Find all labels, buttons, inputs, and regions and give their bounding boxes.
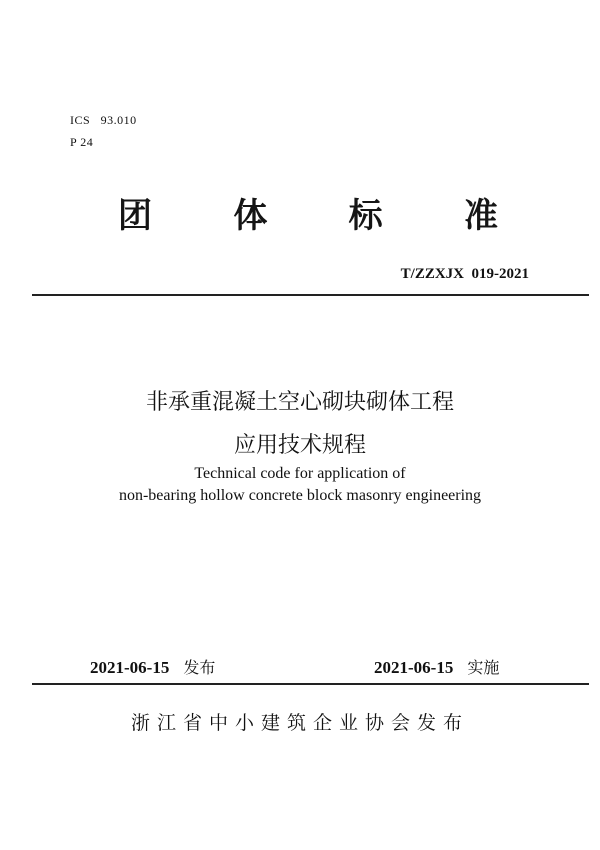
english-title-line-1: Technical code for application of <box>194 465 406 482</box>
title-char: 体 <box>233 196 268 236</box>
chinese-title-line-2: 应用技术规程 <box>233 433 366 458</box>
bottom-divider <box>32 683 589 685</box>
top-divider <box>32 294 589 296</box>
publish-date: 2021-06-15 <box>90 658 170 677</box>
implement-date-block <box>374 655 499 678</box>
implement-date: 2021-06-15 <box>374 658 454 677</box>
ics-code: ICS 93.010 <box>70 113 137 127</box>
implement-label: 实施 <box>467 658 500 677</box>
publish-date-block <box>90 655 215 678</box>
title-char: 准 <box>463 196 498 236</box>
issuing-organization: 浙江省中小建筑企业协会发布 <box>130 712 469 734</box>
document-type-title <box>118 188 498 237</box>
standard-number: T/ZZXJX 019-2021 <box>400 266 529 282</box>
title-char: 标 <box>348 196 383 236</box>
title-char: 团 <box>118 196 152 236</box>
chinese-title-line-1: 非承重混凝土空心砌块砌体工程 <box>145 390 454 415</box>
classification-code: P 24 <box>70 135 94 149</box>
publish-label: 发布 <box>183 658 216 677</box>
english-title-line-2: non-bearing hollow concrete block masonry engineering <box>118 487 482 504</box>
